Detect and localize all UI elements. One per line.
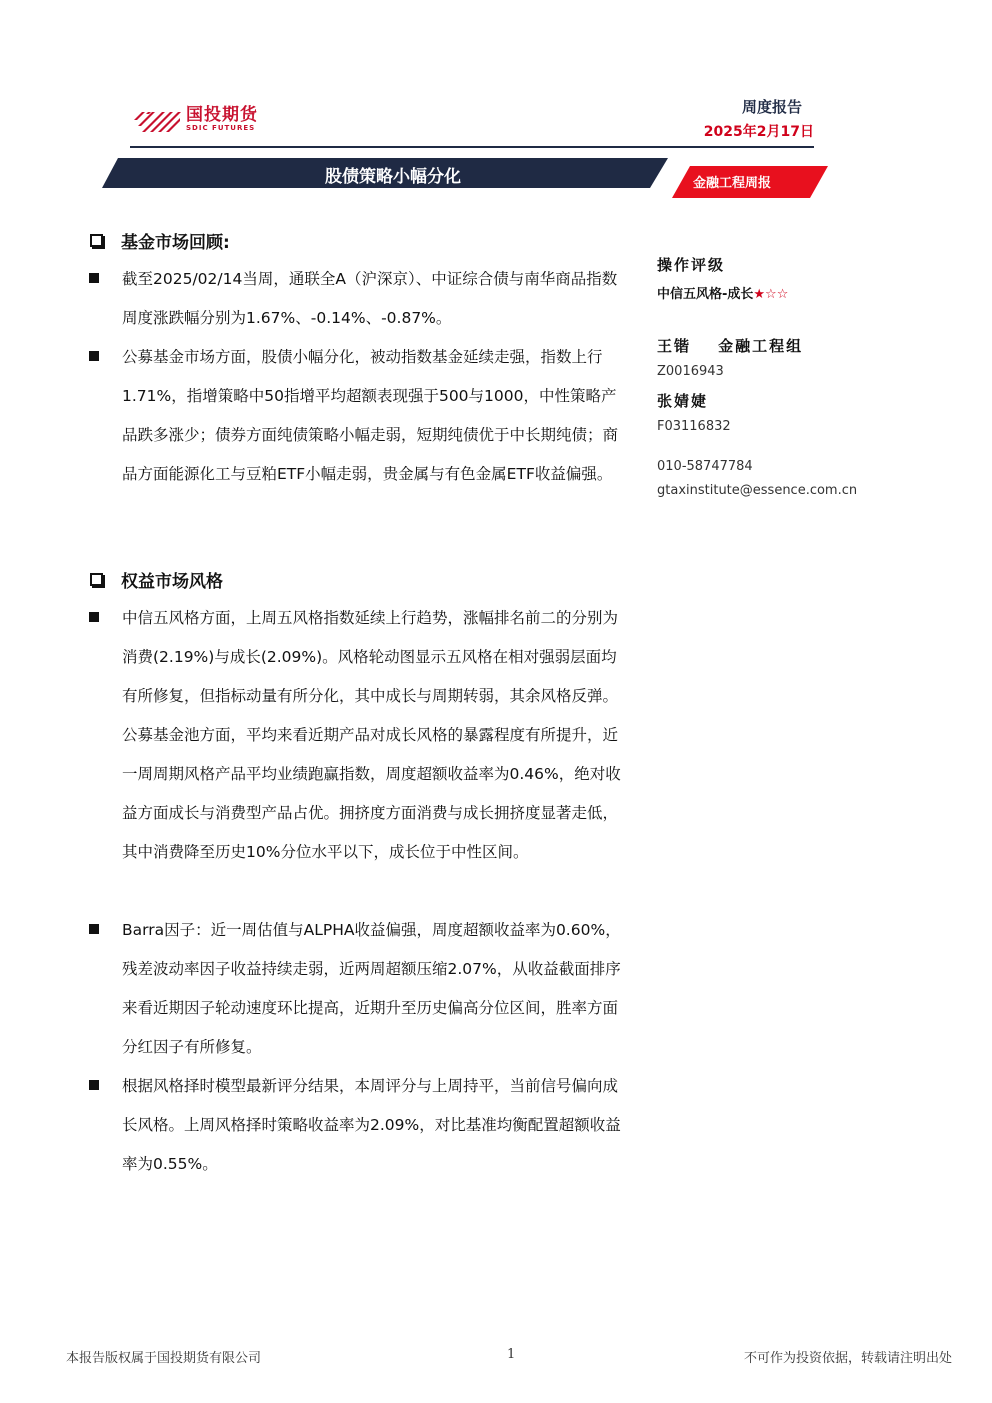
footer-disclaimer: 不可作为投资依据，转载请注明出处 <box>743 1351 952 1366</box>
contact-phone: 010-58747784 <box>657 459 753 474</box>
report-category-tag: 金融工程周报 <box>693 176 772 191</box>
bullet-square-icon <box>89 924 99 934</box>
title-banner <box>0 150 992 202</box>
rating-value <box>657 283 877 302</box>
bullet-square-icon <box>89 612 99 622</box>
author-name: 张婧婕 <box>657 392 709 410</box>
footer-copyright: 本报告版权属于国投期货有限公司 <box>66 1351 262 1366</box>
author-primary <box>657 335 877 356</box>
list-item <box>122 599 630 872</box>
list-item <box>122 1067 630 1184</box>
author-id: F03116832 <box>657 419 731 434</box>
logo-name-cn: 国投期货 <box>186 105 258 125</box>
bullet-text: Barra因子：近一周估值与ALPHA收益偏强，周度超额收益率为0.60%，残差波动率因子收益持续走弱，近两周超额压缩2.07%，从收益截面排序来看近期因子轮动速度环比提高，近期升至历史偏高分位区间，胜率方面分红因子有所修复。 <box>122 921 621 1056</box>
bullet-text: 中信五风格方面，上周五风格指数延续上行趋势，涨幅排名前二的分别为消费(2.19%)与成长(2.09%)。风格轮动图显示五风格在相对强弱层面均有所修复，但指标动量有所分化，其中成长与周期转弱，其余风格反弹。公募基金池方面，平均来看近期产品对成长风格的暴露程度有所提升，近一周周期风格产品平均业绩跑赢指数，周度超额收益率为0.46%，绝对收益方面成长与消费型产品占优。拥挤度方面消费与成长拥挤度显著走低，其中消费降至历史10%分位水平以下，成长位于中性区间。 <box>122 609 621 861</box>
bullet-square-icon <box>89 273 99 283</box>
report-type: 周度报告 <box>741 98 802 116</box>
rating-stars-icon: ★☆☆ <box>753 287 789 302</box>
section-box-icon <box>90 573 103 586</box>
report-date: 2025年2月17日 <box>703 124 814 140</box>
contact-email[interactable]: gtaxinstitute@essence.com.cn <box>657 483 858 498</box>
report-title: 股债策略小幅分化 <box>325 167 461 187</box>
rating-label: 操作评级 <box>657 256 726 274</box>
team-name: 金融工程组 <box>718 337 804 355</box>
bullet-square-icon <box>89 351 99 361</box>
page-number: 1 <box>507 1347 516 1362</box>
company-logo <box>132 104 258 134</box>
list-item <box>122 260 630 338</box>
section-title: 权益市场风格 <box>121 572 223 592</box>
logo-name-en: SDIC FUTURES <box>186 124 256 132</box>
section-title: 基金市场回顾: <box>121 233 230 253</box>
header-divider <box>130 146 814 148</box>
logo-stripes-icon <box>132 104 182 134</box>
bullet-square-icon <box>89 1080 99 1090</box>
author-secondary <box>657 390 877 411</box>
section-equity-style-header <box>90 567 223 592</box>
bullet-text: 截至2025/02/14当周，通联全A（沪深京）、中证综合债与南华商品指数周度涨跌幅分别为1.67%、-0.14%、-0.87%。 <box>122 270 618 327</box>
section-box-icon <box>90 234 103 247</box>
list-item <box>122 911 630 1067</box>
section-fund-market-header <box>90 228 230 253</box>
list-item <box>122 338 630 494</box>
bullet-text: 根据风格择时模型最新评分结果，本周评分与上周持平，当前信号偏向成长风格。上周风格择时策略收益率为2.09%，对比基准均衡配置超额收益率为0.55%。 <box>122 1077 621 1173</box>
rating-text: 中信五风格-成长 <box>657 287 754 302</box>
author-name: 王锴 <box>657 337 692 355</box>
bullet-text: 公募基金市场方面，股债小幅分化，被动指数基金延续走强，指数上行1.71%，指增策略中50指增平均超额表现强于500与1000，中性策略产品跌多涨少；债券方面纯债策略小幅走弱，短期纯债优于中长期纯债；商品方面能源化工与豆粕ETF小幅走弱，贵金属与有色金属ETF收益偏强。 <box>122 348 619 483</box>
author-id: Z0016943 <box>657 364 724 379</box>
